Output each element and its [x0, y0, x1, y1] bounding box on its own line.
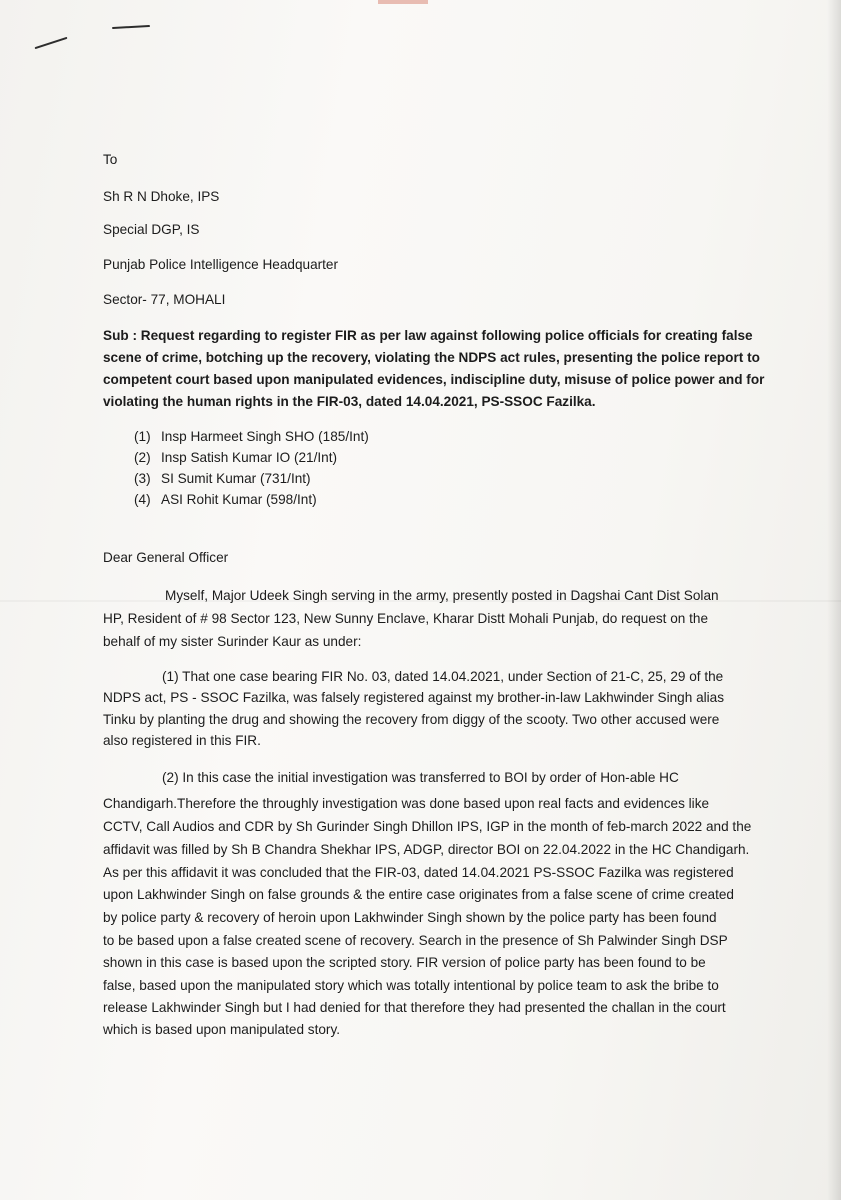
- official-item: [134, 492, 317, 507]
- addressee-name: Sh R N Dhoke, IPS: [103, 189, 220, 204]
- addressee-designation: Special DGP, IS: [103, 222, 200, 237]
- para1-line: (1) That one case bearing FIR No. 03, dated 14.04.2021, under Section of 21-C, 25, 29 of the: [162, 669, 724, 684]
- pen-mark: [35, 37, 68, 49]
- para1-line: also registered in this FIR.: [103, 733, 261, 748]
- subject-line: scene of crime, botching up the recovery, violating the NDPS act rules, presenting the police report to: [103, 350, 760, 365]
- subject-line: Sub : Request regarding to register FIR as per law against following police officials for creating false: [103, 328, 753, 343]
- official-item: [134, 429, 369, 444]
- intro-line: Myself, Major Udeek Singh serving in the army, presently posted in Dagshai Cant Dist Solan: [165, 588, 719, 603]
- intro-line: behalf of my sister Surinder Kaur as under:: [103, 634, 362, 649]
- pen-mark: [112, 25, 150, 29]
- to-label: To: [103, 152, 118, 167]
- official-item: [134, 471, 311, 486]
- official-name: Insp Harmeet Singh SHO (185/Int): [161, 429, 369, 444]
- subject-line: competent court based upon manipulated evidences, indiscipline duty, misuse of police power and for: [103, 372, 765, 387]
- para2-line: to be based upon a false created scene of recovery. Search in the presence of Sh Palwinder Singh DSP: [103, 933, 728, 948]
- item-number: (2): [134, 450, 151, 465]
- para2-line: CCTV, Call Audios and CDR by Sh Gurinder Singh Dhillon IPS, IGP in the month of feb-march 2022 and the: [103, 819, 752, 834]
- para2-line: (2) In this case the initial investigation was transferred to BOI by order of Hon-able HC: [162, 770, 679, 785]
- para1-line: Tinku by planting the drug and showing the recovery from diggy of the scooty. Two other accused were: [103, 712, 720, 727]
- para2-line: upon Lakhwinder Singh on false grounds & the entire case originates from a false scene of crime created: [103, 887, 734, 902]
- para2-line: affidavit was filled by Sh B Chandra Shekhar IPS, ADGP, director BOI on 22.04.2022 in the HC Chandigarh.: [103, 842, 750, 857]
- item-number: (3): [134, 471, 151, 486]
- page-edge-shadow: [827, 0, 841, 1200]
- para2-line: shown in this case is based upon the scripted story. FIR version of police party has been found to be: [103, 955, 706, 970]
- stamp-fragment: [378, 0, 428, 4]
- official-name: ASI Rohit Kumar (598/Int): [161, 492, 317, 507]
- intro-line: HP, Resident of # 98 Sector 123, New Sunny Enclave, Kharar Distt Mohali Punjab, do request on the: [103, 611, 709, 626]
- subject-line: violating the human rights in the FIR-03, dated 14.04.2021, PS-SSOC Fazilka.: [103, 394, 596, 409]
- addressee-location: Sector- 77, MOHALI: [103, 292, 226, 307]
- para2-line: false, based upon the manipulated story which was totally intentional by police team to ask the bribe to: [103, 978, 719, 993]
- item-number: (1): [134, 429, 151, 444]
- para2-line: As per this affidavit it was concluded that the FIR-03, dated 14.04.2021 PS-SSOC Fazilka was registered: [103, 865, 734, 880]
- para2-line: by police party & recovery of heroin upon Lakhwinder Singh shown by the police party has been found: [103, 910, 717, 925]
- para1-line: NDPS act, PS - SSOC Fazilka, was falsely registered against my brother-in-law Lakhwinder Singh alias: [103, 690, 725, 705]
- addressee-office: Punjab Police Intelligence Headquarter: [103, 257, 339, 272]
- official-name: Insp Satish Kumar IO (21/Int): [161, 450, 338, 465]
- salutation: Dear General Officer: [103, 550, 229, 565]
- item-number: (4): [134, 492, 151, 507]
- official-name: SI Sumit Kumar (731/Int): [161, 471, 311, 486]
- para2-line: which is based upon manipulated story.: [103, 1022, 341, 1037]
- official-item: [134, 450, 337, 465]
- para2-line: Chandigarh.Therefore the throughly investigation was done based upon real facts and evidences like: [103, 796, 710, 811]
- para2-line: release Lakhwinder Singh but I had denied for that therefore they had presented the challan in the court: [103, 1000, 726, 1015]
